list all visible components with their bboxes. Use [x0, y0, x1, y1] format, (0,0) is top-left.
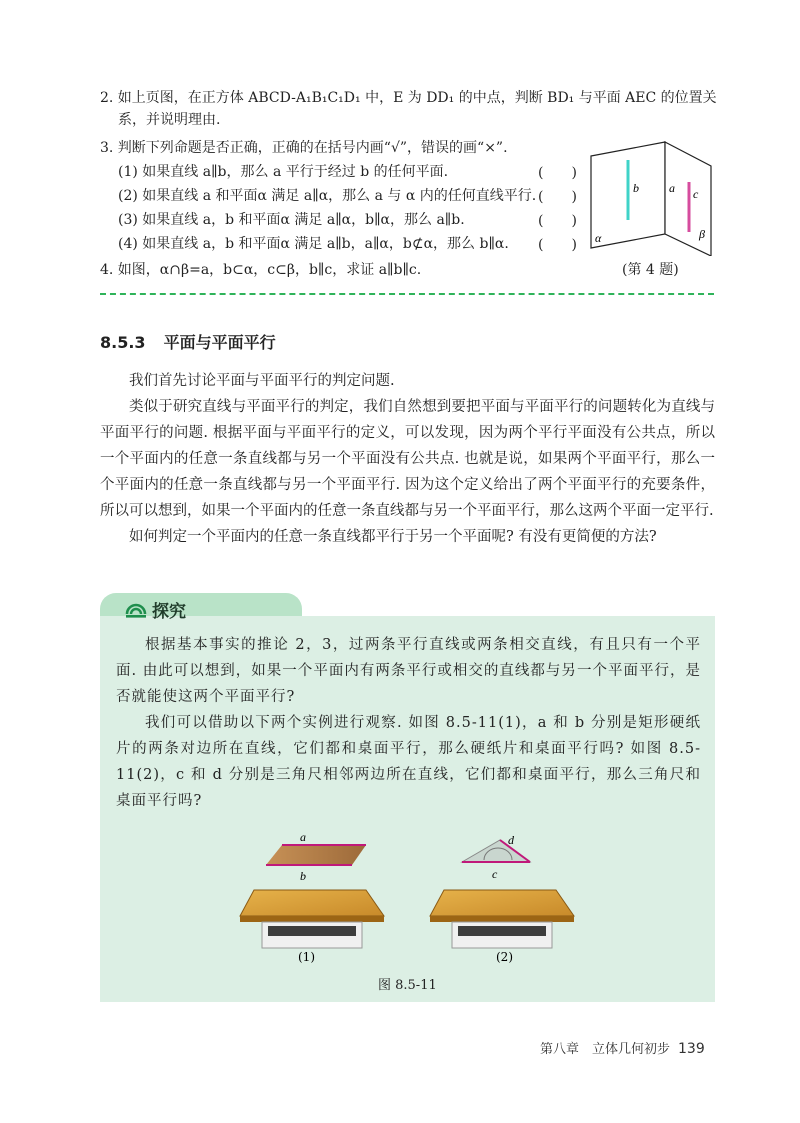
- fig-label-c: c: [492, 867, 498, 881]
- section-heading: [100, 330, 276, 353]
- explore-paragraph-2: 我们可以借助以下两个实例进行观察. 如图 8.5-11(1)，a 和 b 分别是矩形硬纸片的两条对边所在直线，它们都和桌面平行，那么硬纸片和桌面平行吗? 如图 8.5-11(2)，c 和 d 分别是三角尺相邻两边所在直线，它们都和桌面平行，那么三角尺和桌面平行吗?: [116, 715, 701, 809]
- exercise-q3-intro: 3. 判断下列命题是否正确，正确的在括号内画“√”，错误的画“×”.: [100, 140, 508, 156]
- answer-paren-2: ( ): [538, 189, 577, 205]
- exercise-q4: 4. 如图，α∩β=a，b⊂α，c⊂β，b∥c，求证 a∥b∥c.: [100, 262, 422, 278]
- fig-sub-2: (2): [496, 950, 513, 964]
- explore-icon: [124, 598, 148, 620]
- exercise-q3-item-3: (3) 如果直线 a，b 和平面α 满足 a∥α，b∥α，那么 a∥b.: [118, 212, 465, 228]
- section-number: 8.5.3: [100, 333, 146, 352]
- page-number: 139: [678, 1041, 705, 1057]
- figure-4-caption: (第 4 题): [622, 262, 679, 278]
- paragraph-1: 我们首先讨论平面与平面平行的判定问题.: [129, 373, 395, 389]
- answer-paren-3: ( ): [538, 213, 577, 229]
- section-title: 平面与平面平行: [163, 333, 276, 352]
- paragraph-3: 如何判定一个平面内的任意一条直线都平行于另一个平面呢? 有没有更简便的方法?: [129, 529, 657, 545]
- paragraph-2: 类似于研究直线与平面平行的判定，我们自然想到要把平面与平面平行的问题转化为直线与平面平行的问题. 根据平面与平面平行的定义，可以发现，因为两个平行平面没有公共点，所以一个平面内的任意一条直线都与另一个平面没有公共点. 也就是说，如果两个平面平行，那么一个平面内的任意一条直线都与另一个平面平行. 因为这个定义给出了两个平面平行的充要条件，所以可以想到，如果一个平面内的任意一条直线都与另一个平面平行，那么这两个平面一定平行.: [100, 399, 715, 519]
- exercise-q3-item-2: (2) 如果直线 a 和平面α 满足 a∥α，那么 a 与 α 内的任何直线平行.: [118, 188, 537, 204]
- fig-label-d: d: [508, 833, 514, 847]
- figure-4-dihedral: [585, 136, 715, 256]
- exercise-q3-item-4: (4) 如果直线 a，b 和平面α 满足 a∥b，a∥α，b⊄α，那么 b∥α.: [118, 236, 509, 252]
- figure-8-5-11-caption: 图 8.5-11: [378, 978, 437, 993]
- label-c: c: [693, 187, 699, 201]
- exercise-divider: [100, 293, 714, 295]
- exercise-q3-item-1: (1) 如果直线 a∥b，那么 a 平行于经过 b 的任何平面.: [118, 164, 449, 180]
- label-a: a: [669, 181, 675, 195]
- label-alpha: α: [595, 231, 602, 245]
- answer-paren-4: ( ): [538, 237, 577, 253]
- triangle-ruler: [462, 840, 530, 862]
- explore-paragraph-1: 根据基本事实的推论 2，3，过两条平行直线或两条相交直线，有且只有一个平面. 由此可以想到，如果一个平面内有两条平行或相交的直线都与另一个平面平行，是否就能使这两个平面平行?: [116, 637, 701, 705]
- fig-sub-1: (1): [298, 950, 315, 964]
- answer-paren-1: ( ): [538, 165, 577, 181]
- cardboard-rect: [266, 845, 366, 865]
- label-beta: β: [699, 227, 705, 241]
- explore-body: [116, 632, 701, 814]
- label-b: b: [633, 181, 639, 195]
- fig-label-b: b: [300, 869, 306, 883]
- fig-label-a: a: [300, 830, 306, 844]
- explore-label: 探究: [152, 602, 186, 622]
- section-body: [100, 368, 715, 550]
- figure-8-5-11: [230, 830, 590, 970]
- exercise-q2-line1: 2. 如上页图，在正方体 ABCD-A₁B₁C₁D₁ 中，E 为 DD₁ 的中点，判断 BD₁ 与平面 AEC 的位置关: [100, 90, 717, 106]
- page-footer: [540, 1038, 705, 1057]
- desk-2: [430, 890, 574, 948]
- desk-1: [240, 890, 384, 948]
- chapter-title: 第八章 立体几何初步: [540, 1042, 671, 1057]
- exercise-q2-line2: 系，并说明理由.: [118, 112, 221, 128]
